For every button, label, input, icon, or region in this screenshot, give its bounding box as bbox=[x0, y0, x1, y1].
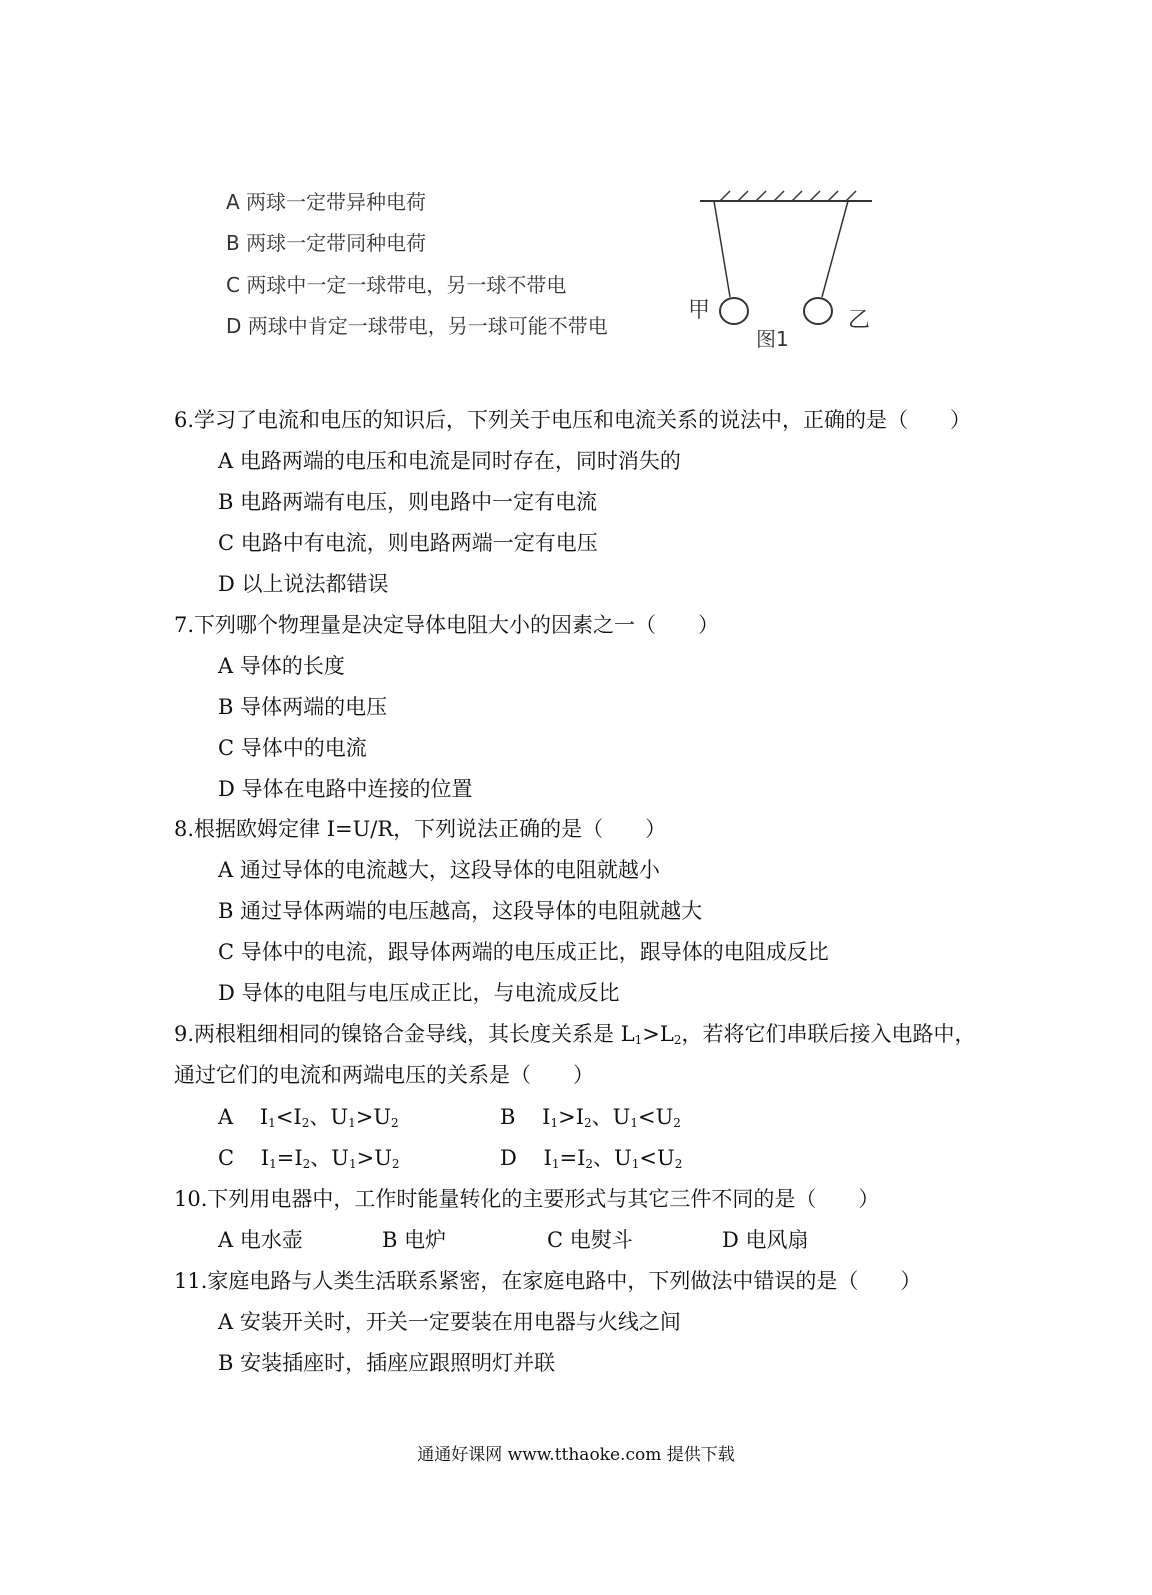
q5-option-b: B 两球一定带同种电荷 bbox=[226, 231, 427, 255]
voltage-symbol: U bbox=[655, 1105, 674, 1129]
relation: > bbox=[558, 1105, 576, 1129]
subscript: 2 bbox=[391, 1116, 399, 1130]
current-symbol: I bbox=[543, 1146, 552, 1170]
voltage-symbol: U bbox=[373, 1105, 392, 1129]
option-letter: C bbox=[218, 1146, 235, 1170]
relation: < bbox=[639, 1146, 657, 1170]
q5-option-c: C 两球中一定一球带电，另一球不带电 bbox=[226, 273, 567, 297]
figure-1 bbox=[680, 185, 890, 355]
subscript: 2 bbox=[301, 1116, 310, 1130]
separator: 、 bbox=[591, 1105, 613, 1129]
q6-option-c: C 电路中有电流，则电路两端一定有电压 bbox=[218, 531, 598, 555]
current-symbol: I bbox=[577, 1146, 586, 1170]
subscript: 2 bbox=[583, 1116, 592, 1130]
q5-option-d: D 两球中肯定一球带电，另一球可能不带电 bbox=[226, 314, 608, 338]
q7-option-b: B 导体两端的电压 bbox=[218, 695, 388, 719]
q10-stem: 10.下列用电器中，工作时能量转化的主要形式与其它三件不同的是（ ） bbox=[174, 1187, 880, 1211]
current-symbol: I bbox=[260, 1146, 270, 1170]
q9-stem-line2: 通过它们的电流和两端电压的关系是（ ） bbox=[174, 1063, 594, 1087]
current-symbol: I bbox=[293, 1105, 302, 1129]
q10-option-d: D 电风扇 bbox=[722, 1228, 809, 1252]
ball-jia bbox=[720, 298, 748, 324]
voltage-symbol: U bbox=[656, 1146, 675, 1170]
q11-stem: 11.家庭电路与人类生活联系紧密，在家庭电路中，下列做法中错误的是（ ） bbox=[174, 1269, 922, 1293]
q9-option-b bbox=[500, 1103, 681, 1131]
relation: > bbox=[356, 1146, 375, 1170]
q11-option-b: B 安装插座时，插座应跟照明灯并联 bbox=[218, 1351, 556, 1375]
subscript: 1 bbox=[631, 1157, 640, 1171]
relation: < bbox=[275, 1105, 294, 1129]
option-letter: B bbox=[500, 1105, 516, 1129]
subscript: 2 bbox=[673, 1033, 682, 1047]
current-symbol: I bbox=[259, 1105, 269, 1129]
ball-yi bbox=[804, 298, 832, 324]
q8-option-d: D 导体的电阻与电压成正比，与电流成反比 bbox=[218, 981, 620, 1005]
thread-right bbox=[822, 201, 848, 297]
relation: > bbox=[355, 1105, 374, 1129]
voltage-symbol: U bbox=[374, 1146, 392, 1170]
figure-caption: 图1 bbox=[756, 327, 789, 351]
q9-option-c bbox=[218, 1144, 400, 1172]
subscript: 2 bbox=[585, 1157, 594, 1171]
subscript: 1 bbox=[630, 1116, 638, 1130]
q6-option-b: B 电路两端有电压，则电路中一定有电流 bbox=[218, 490, 598, 514]
q10-option-c: C 电熨斗 bbox=[547, 1228, 633, 1252]
q6-option-d: D 以上说法都错误 bbox=[218, 572, 389, 596]
thread-left bbox=[714, 201, 730, 297]
page-footer: 通通好课网 www.tthaoke.com 提供下载 bbox=[417, 1445, 735, 1465]
q9-stem-part3: ，若将它们串联后接入电路中， bbox=[681, 1022, 976, 1046]
subscript: 1 bbox=[348, 1116, 356, 1130]
subscript: 2 bbox=[302, 1157, 311, 1171]
current-symbol: I bbox=[575, 1105, 584, 1129]
q9-stem-part1: 9.两根粗细相同的镍铬合金导线，其长度关系是 L bbox=[174, 1022, 635, 1046]
q6-option-a: A 电路两端的电压和电流是同时存在，同时消失的 bbox=[218, 449, 681, 473]
q9-option-a bbox=[218, 1103, 399, 1131]
subscript: 1 bbox=[551, 1157, 560, 1171]
q9-stem-line1 bbox=[174, 1020, 975, 1048]
subscript: 2 bbox=[673, 1116, 681, 1130]
subscript: 2 bbox=[674, 1157, 683, 1171]
q7-option-d: D 导体在电路中连接的位置 bbox=[218, 777, 473, 801]
subscript: 1 bbox=[634, 1033, 643, 1047]
voltage-symbol: U bbox=[614, 1146, 632, 1170]
ceiling-hatching bbox=[720, 191, 856, 201]
option-letter: A bbox=[218, 1105, 234, 1129]
q7-option-a: A 导体的长度 bbox=[218, 654, 345, 678]
subscript: 1 bbox=[268, 1116, 276, 1130]
voltage-symbol: U bbox=[331, 1146, 349, 1170]
label-jia: 甲 bbox=[688, 298, 711, 323]
subscript: 1 bbox=[269, 1157, 277, 1171]
q10-option-b: B 电炉 bbox=[382, 1228, 447, 1252]
current-symbol: I bbox=[542, 1105, 551, 1129]
q7-option-c: C 导体中的电流 bbox=[218, 736, 367, 760]
subscript: 1 bbox=[550, 1116, 559, 1130]
q6-stem: 6.学习了电流和电压的知识后，下列关于电压和电流关系的说法中，正确的是（ ） bbox=[174, 408, 972, 432]
current-symbol: I bbox=[294, 1146, 303, 1170]
separator: 、 bbox=[309, 1105, 331, 1129]
q8-option-a: A 通过导体的电流越大，这段导体的电阻就越小 bbox=[218, 858, 660, 882]
q7-stem: 7.下列哪个物理量是决定导体电阻大小的因素之一（ ） bbox=[174, 613, 720, 637]
q9-option-d bbox=[500, 1144, 682, 1172]
q8-option-b: B 通过导体两端的电压越高，这段导体的电阻就越大 bbox=[218, 899, 703, 923]
q11-option-a: A 安装开关时，开关一定要装在用电器与火线之间 bbox=[218, 1310, 681, 1334]
subscript: 2 bbox=[391, 1157, 400, 1171]
q8-stem: 8.根据欧姆定律 I=U/R，下列说法正确的是（ ） bbox=[174, 817, 667, 841]
q5-option-a: A 两球一定带异种电荷 bbox=[226, 190, 427, 214]
q10-option-a: A 电水壶 bbox=[218, 1228, 303, 1252]
voltage-symbol: U bbox=[612, 1105, 631, 1129]
separator: 、 bbox=[310, 1146, 332, 1170]
relation: = bbox=[276, 1146, 295, 1170]
label-yi: 乙 bbox=[848, 308, 871, 333]
relation: = bbox=[559, 1146, 578, 1170]
q8-option-c: C 导体中的电流，跟导体两端的电压成正比，跟导体的电阻成反比 bbox=[218, 940, 829, 964]
separator: 、 bbox=[593, 1146, 615, 1170]
q9-stem-part2: >L bbox=[642, 1022, 674, 1046]
voltage-symbol: U bbox=[330, 1105, 349, 1129]
relation: < bbox=[637, 1105, 656, 1129]
subscript: 1 bbox=[348, 1157, 357, 1171]
option-letter: D bbox=[500, 1146, 517, 1170]
